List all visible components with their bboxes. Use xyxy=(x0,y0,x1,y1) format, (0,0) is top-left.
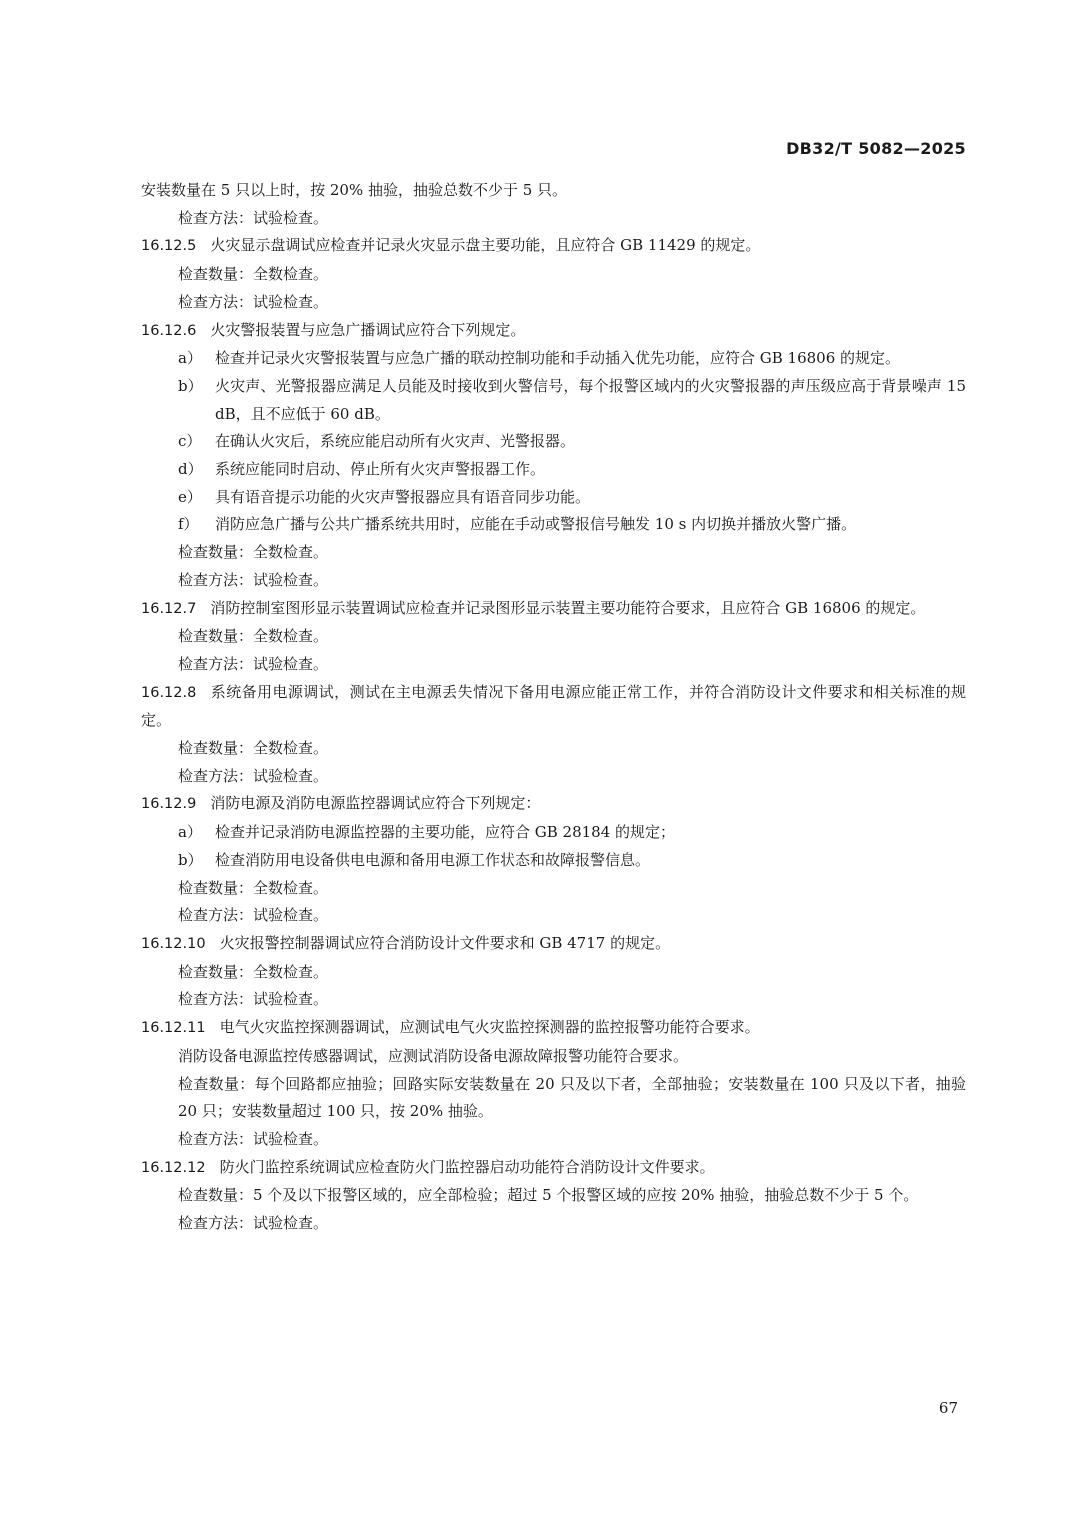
indented-paragraph: 检查方法：试验检查。 xyxy=(178,1129,329,1148)
list-item-label: f） xyxy=(178,515,199,534)
clause-text: 火灾显示盘调试应检查并记录火灾显示盘主要功能，且应符合 GB 11429 的规定。 xyxy=(210,236,761,255)
clause-number: 16.12.10 xyxy=(141,935,206,952)
indented-paragraph: 检查数量：全数检查。 xyxy=(178,265,329,284)
clause-paragraph xyxy=(141,317,966,346)
list-item xyxy=(141,428,966,456)
indented-paragraph: 检查数量：全数检查。 xyxy=(178,962,329,981)
document-body xyxy=(141,177,966,1238)
list-item-label: c） xyxy=(178,432,202,451)
clause-paragraph xyxy=(141,595,966,624)
list-item xyxy=(141,819,966,847)
clause-number: 16.12.6 xyxy=(141,322,197,339)
indented-paragraph: 消防设备电源监控传感器调试，应测试消防设备电源故障报警功能符合要求。 xyxy=(178,1046,689,1065)
clause-paragraph xyxy=(141,1154,966,1183)
list-item-text: 消防应急广播与公共广播系统共用时，应能在手动或警报信号触发 10 s 内切换并播放火警广播。 xyxy=(215,515,857,534)
indented-paragraph: 检查数量：全数检查。 xyxy=(178,543,329,562)
clause-number: 16.12.8 xyxy=(141,684,197,701)
clause-paragraph xyxy=(141,232,966,261)
list-item xyxy=(141,373,966,428)
list-item-label: e） xyxy=(178,487,202,506)
clause-text: 火灾报警控制器调试应符合消防设计文件要求和 GB 4717 的规定。 xyxy=(219,933,671,952)
indented-paragraph: 检查方法：试验检查。 xyxy=(178,292,329,311)
list-item-label: d） xyxy=(178,460,203,479)
clause-number: 16.12.9 xyxy=(141,796,197,813)
clause-paragraph xyxy=(141,679,966,735)
indented-paragraph: 检查数量：每个回路都应抽验；回路实际安装数量在 20 只及以下者，全部抽验；安装数量在 100 只及以下者，抽验 20 只；安装数量超过 100 只，按 20% 抽验。 xyxy=(178,1074,966,1121)
indented-paragraph: 检查方法：试验检查。 xyxy=(178,766,329,785)
list-item-label: b） xyxy=(178,376,203,395)
clause-number: 16.12.7 xyxy=(141,600,197,617)
clause-text: 火灾警报装置与应急广播调试应符合下列规定。 xyxy=(210,320,526,339)
indented-paragraph: 检查方法：试验检查。 xyxy=(178,654,329,673)
indented-paragraph: 检查方法：试验检查。 xyxy=(178,208,329,227)
indented-paragraph: 检查数量：全数检查。 xyxy=(178,739,329,758)
list-item xyxy=(141,511,966,539)
clause-number: 16.12.5 xyxy=(141,238,197,255)
indented-paragraph: 检查数量：5 个及以下报警区域的，应全部检验；超过 5 个报警区域的应按 20% 抽验，抽验总数不少于 5 个。 xyxy=(178,1186,919,1205)
indented-paragraph: 检查方法：试验检查。 xyxy=(178,906,329,925)
list-item-text: 检查并记录火灾警报装置与应急广播的联动控制功能和手动插入优先功能，应符合 GB 16806 的规定。 xyxy=(215,349,901,368)
list-item-text: 检查并记录消防电源监控器的主要功能，应符合 GB 28184 的规定； xyxy=(215,823,676,842)
list-item-text: 具有语音提示功能的火灾声警报器应具有语音同步功能。 xyxy=(215,487,591,506)
list-item-text: 在确认火灾后，系统应能启动所有火灾声、光警报器。 xyxy=(215,432,576,451)
clause-text: 防火门监控系统调试应检查防火门监控器启动功能符合消防设计文件要求。 xyxy=(219,1157,715,1176)
list-item-label: a） xyxy=(178,823,202,842)
clause-paragraph xyxy=(141,790,966,819)
clause-paragraph xyxy=(141,930,966,959)
indented-paragraph: 检查数量：全数检查。 xyxy=(178,878,329,897)
clause-text: 消防控制室图形显示装置调试应检查并记录图形显示装置主要功能符合要求，且应符合 GB 16806 的规定。 xyxy=(210,598,926,617)
clause-paragraph xyxy=(141,1014,966,1043)
clause-text: 系统备用电源调试，测试在主电源丢失情况下备用电源应能正常工作，并符合消防设计文件要求和相关标准的规定。 xyxy=(141,682,966,730)
document-code-header: DB32/T 5082—2025 xyxy=(786,139,966,158)
clause-text: 电气火灾监控探测器调试，应测试电气火灾监控探测器的监控报警功能符合要求。 xyxy=(219,1018,760,1037)
list-item-label: b） xyxy=(178,850,203,869)
indented-paragraph: 检查方法：试验检查。 xyxy=(178,1214,329,1233)
indented-paragraph: 检查方法：试验检查。 xyxy=(178,570,329,589)
continued-paragraph: 安装数量在 5 只以上时，按 20% 抽验，抽验总数不少于 5 只。 xyxy=(141,181,568,199)
list-item-label: a） xyxy=(178,349,202,368)
clause-number: 16.12.12 xyxy=(141,1159,206,1176)
list-item xyxy=(141,484,966,512)
indented-paragraph: 检查方法：试验检查。 xyxy=(178,990,329,1009)
list-item-text: 系统应能同时启动、停止所有火灾声警报器工作。 xyxy=(215,460,546,479)
list-item-text: 火灾声、光警报器应满足人员能及时接收到火警信号，每个报警区域内的火灾警报器的声压级应高于背景噪声 15 dB，且不应低于 60 dB。 xyxy=(215,376,966,423)
indented-paragraph: 检查数量：全数检查。 xyxy=(178,627,329,646)
list-item-text: 检查消防用电设备供电电源和备用电源工作状态和故障报警信息。 xyxy=(215,850,651,869)
list-item xyxy=(141,345,966,373)
page-number: 67 xyxy=(938,1399,958,1417)
clause-text: 消防电源及消防电源监控器调试应符合下列规定： xyxy=(210,794,541,813)
clause-number: 16.12.11 xyxy=(141,1020,206,1037)
list-item xyxy=(141,456,966,484)
list-item xyxy=(141,847,966,875)
